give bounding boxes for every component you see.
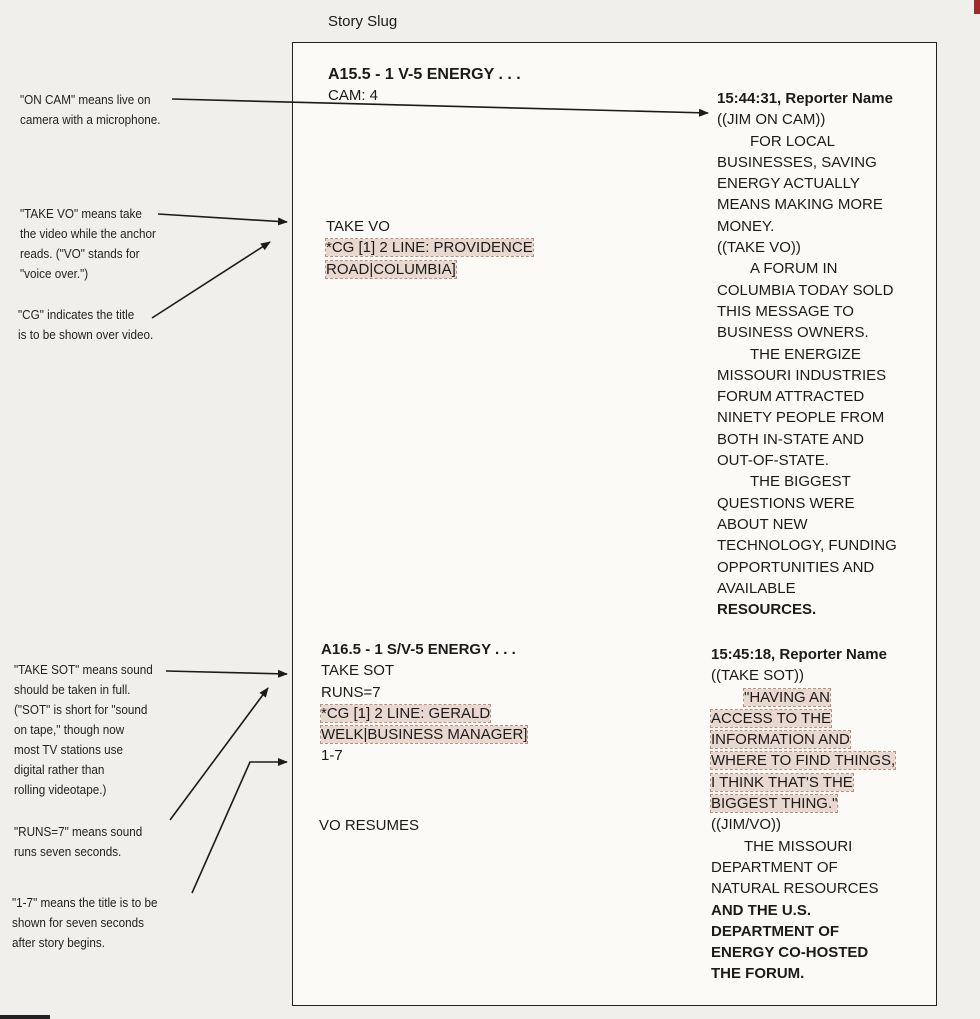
arrow-cg <box>152 242 270 318</box>
annotation-line: is to be shown over video. <box>18 327 154 342</box>
arrow-runs <box>170 688 268 820</box>
arrow-on-cam <box>172 99 708 113</box>
copy-line: THE ENERGIZE <box>750 345 861 363</box>
annotation-line: "TAKE SOT" means sound <box>14 662 153 677</box>
copy-line: ((JIM ON CAM)) <box>717 111 826 129</box>
annotation-line: should be taken in full. <box>14 682 131 697</box>
annotation-line: shown for seven seconds <box>12 915 145 930</box>
copy-line: BUSINESS OWNERS. <box>717 324 869 342</box>
annotation-line: "voice over.") <box>20 266 89 281</box>
copy-line: FOR LOCAL <box>750 132 836 150</box>
copy-line: BUSINESSES, SAVING <box>717 153 877 171</box>
annotation-line: "RUNS=7" means sound <box>14 824 143 839</box>
story1-take-vo: TAKE VO <box>326 218 390 235</box>
copy-line: AVAILABLE <box>717 579 796 597</box>
copy-line: "HAVING AN <box>744 688 830 706</box>
annotation-line: reads. ("VO" stands for <box>20 246 140 261</box>
annotation-line: "1-7" means the title is to be <box>12 895 158 910</box>
copy-line: ABOUT NEW <box>717 515 808 533</box>
story2-slug: A16.5 - 1 S/V-5 ENERGY . . . <box>321 641 516 658</box>
copy-line: NATURAL RESOURCES <box>711 880 879 898</box>
copy-line: DEPARTMENT OF <box>711 858 838 876</box>
copy-line: BIGGEST THING." <box>711 795 838 813</box>
story1-cam: CAM: 4 <box>328 87 379 105</box>
annotation-line: "ON CAM" means live on <box>20 92 151 107</box>
copy-line: MEANS MAKING MORE <box>717 196 883 214</box>
story2-time: 15:45:18, Reporter Name <box>711 646 887 663</box>
annotation-line: runs seven seconds. <box>14 844 122 859</box>
story2-vo-resumes: VO RESUMES <box>319 817 420 834</box>
copy-line: ((JIM/VO)) <box>711 816 781 834</box>
arrow-take-sot <box>166 671 287 674</box>
arrow-one-seven <box>192 762 287 893</box>
story1-slug: A15.5 - 1 V-5 ENERGY . . . <box>328 66 521 83</box>
copy-line: THE BIGGEST <box>750 473 851 491</box>
story-slug-label: Story Slug <box>328 13 398 30</box>
story2-one-seven: 1-7 <box>321 747 343 765</box>
copy-line: RESOURCES. <box>717 601 817 619</box>
copy-line: ACCESS TO THE <box>711 709 832 727</box>
copy-line: DEPARTMENT OF <box>711 922 840 940</box>
copy-line: OUT-OF-STATE. <box>717 452 829 470</box>
copy-line: ((TAKE SOT)) <box>711 667 805 685</box>
copy-line: WHERE TO FIND THINGS, <box>711 752 896 770</box>
story1-cg-line1: *CG [1] 2 LINE: PROVIDENCE <box>326 239 533 257</box>
copy-line: BOTH IN-STATE AND <box>717 430 864 448</box>
story2-take-sot: TAKE SOT <box>321 662 395 680</box>
story1-time: 15:44:31, Reporter Name <box>717 90 893 107</box>
copy-line: OPPORTUNITIES AND <box>717 558 875 576</box>
story2-cg-line2: WELK|BUSINESS MANAGER] <box>321 726 528 744</box>
copy-line: INFORMATION AND <box>711 731 850 749</box>
copy-line: MISSOURI INDUSTRIES <box>717 366 887 384</box>
annotation-line: digital rather than <box>14 762 105 777</box>
copy-line: NINETY PEOPLE FROM <box>717 409 885 427</box>
copy-line: ((TAKE VO)) <box>717 239 801 257</box>
story2-runs: RUNS=7 <box>321 683 381 701</box>
copy-line: TECHNOLOGY, FUNDING <box>717 537 897 555</box>
annotation-line: after story begins. <box>12 935 105 950</box>
copy-line: A FORUM IN <box>750 260 838 278</box>
annotation-line: the video while the anchor <box>20 226 156 241</box>
annotation-line: "TAKE VO" means take <box>20 206 142 221</box>
annotation-line: on tape," though now <box>14 722 125 737</box>
story1-cg-line2: ROAD|COLUMBIA] <box>326 260 456 278</box>
arrow-take-vo <box>158 214 287 222</box>
annotation-line: "CG" indicates the title <box>18 307 135 322</box>
copy-line: QUESTIONS WERE <box>717 494 855 512</box>
copy-line: AND THE U.S. <box>711 901 812 919</box>
annotation-line: camera with a microphone. <box>20 112 161 127</box>
annotation-line: most TV stations use <box>14 742 124 757</box>
copy-line: ENERGY ACTUALLY <box>717 175 860 193</box>
copy-line: THE MISSOURI <box>744 837 853 855</box>
copy-line: COLUMBIA TODAY SOLD <box>717 281 894 299</box>
annotation-line: rolling videotape.) <box>14 782 107 797</box>
annotation-line: ("SOT" is short for "sound <box>14 702 148 717</box>
story2-cg-line1: *CG [1] 2 LINE: GERALD <box>321 704 491 722</box>
copy-line: THIS MESSAGE TO <box>717 302 854 320</box>
copy-line: FORUM ATTRACTED <box>717 388 865 406</box>
copy-line: MONEY. <box>717 217 775 235</box>
copy-line: I THINK THAT'S THE <box>711 773 853 791</box>
copy-line: THE FORUM. <box>711 965 805 983</box>
copy-line: ENERGY CO-HOSTED <box>711 944 869 962</box>
